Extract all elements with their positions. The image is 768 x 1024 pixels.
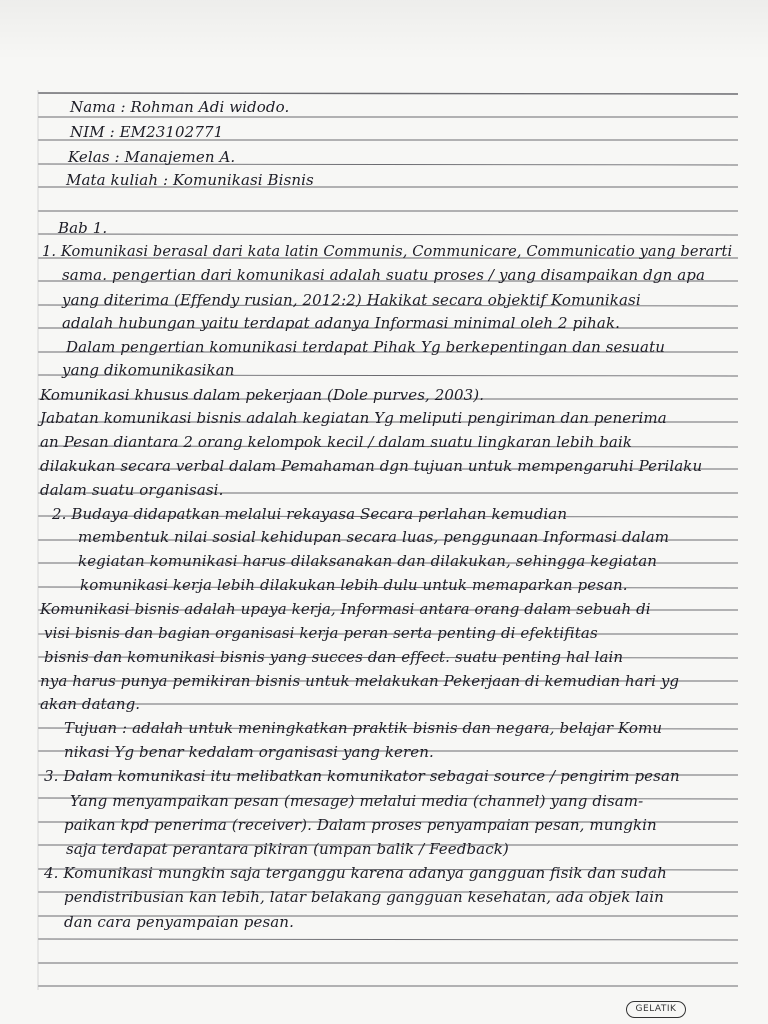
ruled-line <box>38 939 738 940</box>
handwritten-line: nya harus punya pemikiran bisnis untuk melakukan Pekerjaan di kemudian hari yg <box>40 672 680 690</box>
notebook-brand-logo: GELATIK <box>626 1001 686 1018</box>
handwritten-line: Komunikasi bisnis adalah upaya kerja, Informasi antara orang dalam sebuah di <box>40 600 651 618</box>
handwritten-line: yang diterima (Effendy rusian, 2012:2) Hakikat secara objektif Komunikasi <box>62 291 641 309</box>
handwritten-line: adalah hubungan yaitu terdapat adanya Informasi minimal oleh 2 pihak. <box>62 314 621 332</box>
handwritten-line: visi bisnis dan bagian organisasi kerja peran serta penting di efektifitas <box>44 624 598 642</box>
handwritten-line: 2. Budaya didapatkan melalui rekayasa Secara perlahan kemudian <box>52 505 568 523</box>
handwritten-line: yang dikomunikasikan <box>62 361 235 379</box>
handwritten-line: Dalam pengertian komunikasi terdapat Pihak Yg berkepentingan dan sesuatu <box>66 338 665 356</box>
handwritten-line: dilakukan secara verbal dalam Pemahaman dgn tujuan untuk mempengaruhi Perilaku <box>40 457 703 475</box>
handwritten-line: paikan kpd penerima (receiver). Dalam proses penyampaian pesan, mungkin <box>64 816 657 834</box>
handwritten-line: bisnis dan komunikasi bisnis yang succes dan effect. suatu penting hal lain <box>44 648 624 666</box>
handwritten-line: 1. Komunikasi berasal dari kata latin Communis, Communicare, Communicatio yang berarti <box>42 242 733 260</box>
handwritten-line: Komunikasi khusus dalam pekerjaan (Dole purves, 2003). <box>40 386 485 404</box>
handwritten-line: Tujuan : adalah untuk meningkatkan praktik bisnis dan negara, belajar Komu <box>64 719 663 737</box>
handwritten-line: dan cara penyampaian pesan. <box>64 913 294 931</box>
handwritten-line: sama. pengertian dari komunikasi adalah suatu proses / yang disampaikan dgn apa <box>62 266 705 284</box>
handwritten-line: saja terdapat perantara pikiran (umpan balik / Feedback) <box>66 840 509 858</box>
handwritten-line: Jabatan komunikasi bisnis adalah kegiatan Yg meliputi pengiriman dan penerima <box>40 409 667 427</box>
handwritten-line: kegiatan komunikasi harus dilaksanakan dan dilakukan, sehingga kegiatan <box>78 552 658 570</box>
handwritten-line: membentuk nilai sosial kehidupan secara luas, penggunaan Informasi dalam <box>78 528 670 546</box>
handwritten-line: 3. Dalam komunikasi itu melibatkan komunikator sebagai source / pengirim pesan <box>44 767 680 785</box>
header-kelas: Kelas : Manajemen A. <box>68 148 236 166</box>
ruled-line <box>38 234 738 235</box>
handwritten-line: nikasi Yg benar kedalam organisasi yang keren. <box>64 743 434 761</box>
handwritten-line: Bab 1. <box>58 219 108 237</box>
handwritten-line: Yang menyampaikan pesan (mesage) melalui media (channel) yang disam- <box>70 792 644 810</box>
handwritten-line: 4. Komunikasi mungkin saja terganggu karena adanya gangguan fisik dan sudah <box>44 864 667 882</box>
handwritten-line: akan datang. <box>40 695 141 713</box>
handwritten-line: an Pesan diantara 2 orang kelompok kecil / dalam suatu lingkaran lebih baik <box>40 433 633 451</box>
header-mata-kuliah: Mata kuliah : Komunikasi Bisnis <box>66 171 314 189</box>
handwritten-line: dalam suatu organisasi. <box>40 481 224 499</box>
ruled-line <box>38 93 738 94</box>
header-nim: NIM : EM23102771 <box>70 123 224 141</box>
handwritten-line: pendistribusian kan lebih, latar belakang gangguan kesehatan, ada objek lain <box>64 888 664 906</box>
header-nama: Nama : Rohman Adi widodo. <box>70 98 290 116</box>
handwritten-line: komunikasi kerja lebih dilakukan lebih dulu untuk memaparkan pesan. <box>80 576 628 594</box>
